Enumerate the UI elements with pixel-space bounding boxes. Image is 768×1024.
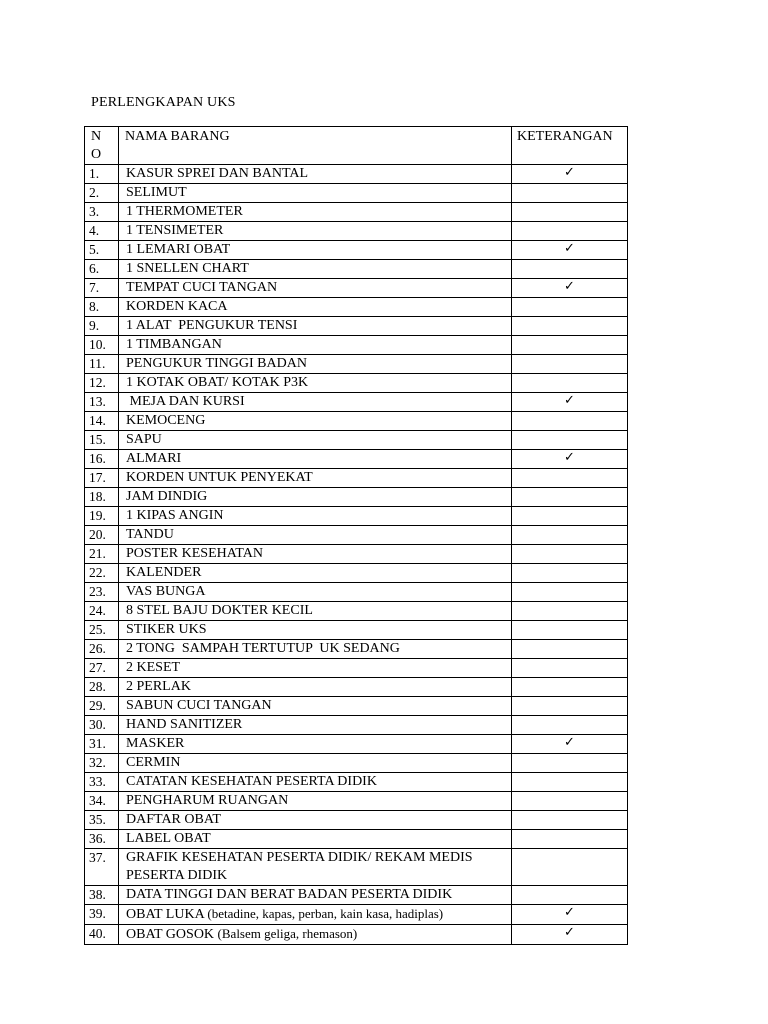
item-name: OBAT GOSOK: [126, 927, 215, 942]
table-row: [85, 336, 628, 355]
table-row: [85, 431, 628, 450]
row-number: 22.: [85, 564, 119, 583]
table-row: [85, 203, 628, 222]
checkmark-icon: ✓: [564, 905, 575, 920]
table-row: [85, 165, 628, 184]
keterangan-cell: [512, 279, 628, 298]
item-name-cell: [119, 659, 512, 678]
item-name: PENGUKUR TINGGI BADAN: [126, 356, 307, 371]
keterangan-cell: [512, 260, 628, 279]
item-name-cell: [119, 754, 512, 773]
row-number: 19.: [85, 507, 119, 526]
item-name-cell: [119, 222, 512, 241]
checkmark-icon: ✓: [564, 925, 575, 940]
table-row: [85, 905, 628, 925]
keterangan-cell: [512, 317, 628, 336]
row-number: 25.: [85, 621, 119, 640]
item-name: 2 KESET: [126, 660, 181, 675]
item-name: SAPU: [126, 432, 162, 447]
item-name: VAS BUNGA: [126, 584, 206, 599]
row-number: 33.: [85, 773, 119, 792]
row-number: 17.: [85, 469, 119, 488]
keterangan-cell: [512, 203, 628, 222]
item-name-cell: [119, 165, 512, 184]
item-name: DATA TINGGI DAN BERAT BADAN PESERTA DIDIK: [126, 887, 453, 902]
item-name-cell: [119, 640, 512, 659]
row-number: 39.: [85, 905, 119, 925]
item-name: 1 SNELLEN CHART: [126, 261, 249, 276]
checkmark-icon: ✓: [564, 393, 575, 408]
row-number: 7.: [85, 279, 119, 298]
item-name: SELIMUT: [126, 185, 187, 200]
table-row: [85, 659, 628, 678]
row-number: 13.: [85, 393, 119, 412]
item-name-cell: [119, 450, 512, 469]
item-name-cell: [119, 298, 512, 317]
table-row: [85, 621, 628, 640]
keterangan-cell: [512, 526, 628, 545]
keterangan-cell: [512, 849, 628, 886]
item-name-cell: [119, 564, 512, 583]
equipment-table: [84, 126, 628, 945]
checkmark-icon: ✓: [564, 279, 575, 294]
row-number: 8.: [85, 298, 119, 317]
keterangan-cell: [512, 583, 628, 602]
item-name-cell: [119, 260, 512, 279]
keterangan-cell: [512, 716, 628, 735]
row-number: 40.: [85, 925, 119, 945]
keterangan-cell: [512, 545, 628, 564]
keterangan-cell: [512, 697, 628, 716]
item-name: 8 STEL BAJU DOKTER KECIL: [126, 603, 313, 618]
keterangan-cell: [512, 830, 628, 849]
checkmark-icon: ✓: [564, 165, 575, 180]
item-name: 1 KOTAK OBAT/ KOTAK P3K: [126, 375, 309, 390]
item-name-cell: [119, 393, 512, 412]
table-header-row: [85, 127, 628, 165]
item-name: MASKER: [126, 736, 185, 751]
document-title: PERLENGKAPAN UKS: [91, 95, 236, 110]
row-number: 30.: [85, 716, 119, 735]
item-name-cell: [119, 811, 512, 830]
row-number: 38.: [85, 886, 119, 905]
item-name: OBAT LUKA: [126, 907, 204, 922]
keterangan-cell: [512, 241, 628, 260]
keterangan-cell: [512, 905, 628, 925]
item-name: KEMOCENG: [126, 413, 206, 428]
item-name: 1 TENSIMETER: [126, 223, 224, 238]
table-row: [85, 241, 628, 260]
checkmark-icon: ✓: [564, 241, 575, 256]
item-name: GRAFIK KESEHATAN PESERTA DIDIK/ REKAM MEDIS PESERTA DIDIK: [126, 850, 477, 883]
item-name-cell: [119, 735, 512, 754]
item-name-cell: [119, 469, 512, 488]
item-name: KORDEN UNTUK PENYEKAT: [126, 470, 313, 485]
row-number: 35.: [85, 811, 119, 830]
item-name-cell: [119, 355, 512, 374]
item-name: STIKER UKS: [126, 622, 207, 637]
item-name-cell: [119, 925, 512, 945]
row-number: 28.: [85, 678, 119, 697]
table-row: [85, 545, 628, 564]
row-number: 32.: [85, 754, 119, 773]
item-name-cell: [119, 279, 512, 298]
row-number: 14.: [85, 412, 119, 431]
row-number: 12.: [85, 374, 119, 393]
keterangan-cell: [512, 773, 628, 792]
item-name-cell: [119, 621, 512, 640]
table-row: [85, 640, 628, 659]
keterangan-cell: [512, 374, 628, 393]
item-name-cell: [119, 241, 512, 260]
item-name-cell: [119, 886, 512, 905]
item-name: 1 THERMOMETER: [126, 204, 243, 219]
item-name: ALMARI: [126, 451, 182, 466]
item-name: HAND SANITIZER: [126, 717, 243, 732]
table-row: [85, 488, 628, 507]
item-name-cell: [119, 602, 512, 621]
keterangan-cell: [512, 184, 628, 203]
row-number: 21.: [85, 545, 119, 564]
item-name-cell: [119, 184, 512, 203]
table-row: [85, 811, 628, 830]
keterangan-cell: [512, 450, 628, 469]
keterangan-cell: [512, 678, 628, 697]
table-row: [85, 374, 628, 393]
table-row: [85, 184, 628, 203]
table-row: [85, 697, 628, 716]
table-row: [85, 602, 628, 621]
keterangan-cell: [512, 393, 628, 412]
item-name-cell: [119, 203, 512, 222]
table-row: [85, 260, 628, 279]
keterangan-cell: [512, 735, 628, 754]
item-name-cell: [119, 678, 512, 697]
table-row: [85, 564, 628, 583]
table-row: [85, 355, 628, 374]
item-name-cell: [119, 583, 512, 602]
item-name: CATATAN KESEHATAN PESERTA DIDIK: [126, 774, 377, 789]
keterangan-cell: [512, 469, 628, 488]
keterangan-cell: [512, 165, 628, 184]
table-row: [85, 469, 628, 488]
table-row: [85, 222, 628, 241]
row-number: 26.: [85, 640, 119, 659]
item-name: JAM DINDIG: [126, 489, 208, 504]
table-row: [85, 507, 628, 526]
item-name-cell: [119, 317, 512, 336]
table-row: [85, 298, 628, 317]
row-number: 24.: [85, 602, 119, 621]
row-number: 31.: [85, 735, 119, 754]
row-number: 6.: [85, 260, 119, 279]
table-row: [85, 830, 628, 849]
item-name: 2 PERLAK: [126, 679, 191, 694]
keterangan-cell: [512, 412, 628, 431]
table-row: [85, 773, 628, 792]
item-name-cell: [119, 431, 512, 450]
table-row: [85, 849, 628, 886]
item-name-cell: [119, 849, 512, 886]
row-number: 37.: [85, 849, 119, 886]
table-row: [85, 735, 628, 754]
item-name-cell: [119, 905, 512, 925]
keterangan-cell: [512, 792, 628, 811]
item-name: DAFTAR OBAT: [126, 812, 221, 827]
keterangan-cell: [512, 222, 628, 241]
item-name: 1 KIPAS ANGIN: [126, 508, 224, 523]
row-number: 2.: [85, 184, 119, 203]
item-name-cell: [119, 336, 512, 355]
item-name: KALENDER: [126, 565, 202, 580]
table-row: [85, 412, 628, 431]
item-name-cell: [119, 545, 512, 564]
table-row: [85, 450, 628, 469]
row-number: 23.: [85, 583, 119, 602]
row-number: 3.: [85, 203, 119, 222]
item-name-cell: [119, 488, 512, 507]
item-name-cell: [119, 716, 512, 735]
item-name-cell: [119, 773, 512, 792]
table-row: [85, 317, 628, 336]
checkmark-icon: ✓: [564, 735, 575, 750]
checkmark-icon: ✓: [564, 450, 575, 465]
row-number: 16.: [85, 450, 119, 469]
keterangan-cell: [512, 564, 628, 583]
row-number: 4.: [85, 222, 119, 241]
keterangan-cell: [512, 488, 628, 507]
table-row: [85, 754, 628, 773]
item-name: 1 LEMARI OBAT: [126, 242, 231, 257]
item-name-cell: [119, 792, 512, 811]
row-number: 20.: [85, 526, 119, 545]
keterangan-cell: [512, 659, 628, 678]
table-row: [85, 716, 628, 735]
item-note: (betadine, kapas, perban, kain kasa, hadiplas): [207, 906, 444, 921]
keterangan-cell: [512, 298, 628, 317]
item-note: (Balsem geliga, rhemason): [217, 926, 358, 941]
row-number: 34.: [85, 792, 119, 811]
item-name: SABUN CUCI TANGAN: [126, 698, 272, 713]
table-row: [85, 678, 628, 697]
table-row: [85, 583, 628, 602]
row-number: 10.: [85, 336, 119, 355]
item-name-cell: [119, 697, 512, 716]
item-name: TANDU: [126, 527, 174, 542]
keterangan-cell: [512, 621, 628, 640]
row-number: 5.: [85, 241, 119, 260]
row-number: 1.: [85, 165, 119, 184]
header-no: N O: [85, 127, 119, 165]
item-name: 1 ALAT PENGUKUR TENSI: [126, 318, 298, 333]
row-number: 36.: [85, 830, 119, 849]
item-name: POSTER KESEHATAN: [126, 546, 263, 561]
keterangan-cell: [512, 355, 628, 374]
item-name-cell: [119, 507, 512, 526]
table-row: [85, 925, 628, 945]
keterangan-cell: [512, 754, 628, 773]
item-name: LABEL OBAT: [126, 831, 211, 846]
keterangan-cell: [512, 336, 628, 355]
item-name-cell: [119, 374, 512, 393]
keterangan-cell: [512, 602, 628, 621]
item-name: CERMIN: [126, 755, 181, 770]
row-number: 15.: [85, 431, 119, 450]
row-number: 27.: [85, 659, 119, 678]
item-name: TEMPAT CUCI TANGAN: [126, 280, 278, 295]
row-number: 9.: [85, 317, 119, 336]
item-name: MEJA DAN KURSI: [126, 394, 245, 409]
row-number: 18.: [85, 488, 119, 507]
item-name-cell: [119, 526, 512, 545]
header-nama-barang: NAMA BARANG: [119, 127, 512, 165]
keterangan-cell: [512, 886, 628, 905]
keterangan-cell: [512, 811, 628, 830]
row-number: 29.: [85, 697, 119, 716]
item-name: KASUR SPREI DAN BANTAL: [126, 166, 309, 181]
table-row: [85, 393, 628, 412]
row-number: 11.: [85, 355, 119, 374]
item-name: 2 TONG SAMPAH TERTUTUP UK SEDANG: [126, 641, 400, 656]
header-keterangan: KETERANGAN: [512, 127, 628, 165]
keterangan-cell: [512, 925, 628, 945]
table-row: [85, 792, 628, 811]
table-body: [85, 165, 628, 945]
keterangan-cell: [512, 507, 628, 526]
item-name-cell: [119, 412, 512, 431]
keterangan-cell: [512, 431, 628, 450]
item-name: 1 TIMBANGAN: [126, 337, 222, 352]
table-row: [85, 886, 628, 905]
table-row: [85, 279, 628, 298]
keterangan-cell: [512, 640, 628, 659]
item-name: KORDEN KACA: [126, 299, 228, 314]
table-row: [85, 526, 628, 545]
item-name: PENGHARUM RUANGAN: [126, 793, 289, 808]
item-name-cell: [119, 830, 512, 849]
